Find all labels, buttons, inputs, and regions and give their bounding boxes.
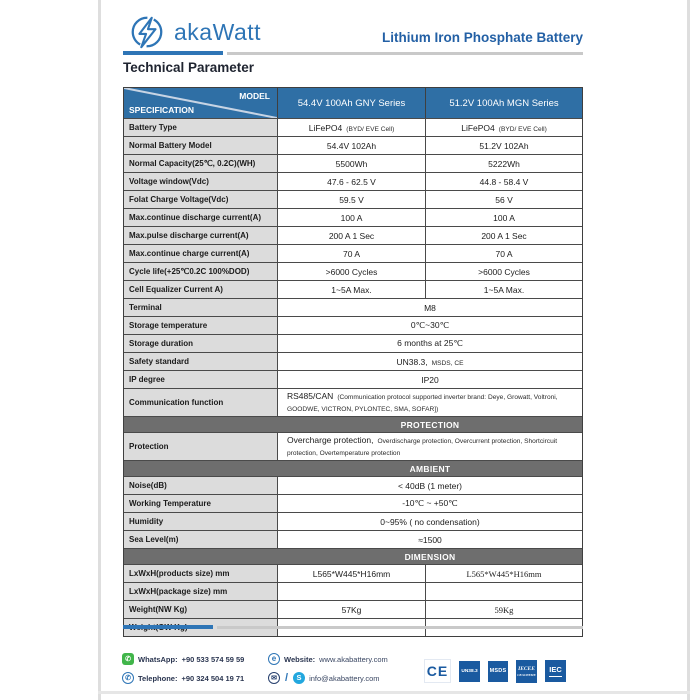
- spec-value: L565*W445*H16mm: [466, 568, 542, 579]
- spec-value-note: (BYD/ EVE Cell): [498, 125, 547, 133]
- spec-row: [124, 476, 582, 494]
- spec-table: [123, 87, 583, 637]
- badge-msds-icon: MSDS: [488, 661, 508, 682]
- badge-un383-icon: UN38.3: [459, 661, 480, 682]
- footer-rule: [123, 625, 583, 629]
- spec-label: Communication function: [124, 389, 278, 416]
- spec-row: [124, 118, 582, 136]
- contact-block: [122, 650, 388, 687]
- spec-value: 70 A: [495, 248, 513, 259]
- spec-value: UN38.3, MSDS, CE: [396, 356, 464, 367]
- spec-value: RS485/CAN (Communication protocol supported inverter brand: Deye, Growatt, Voltroni, GOODWE, VICTRON, PYLONTEC, SMA, SOFAR]): [287, 390, 558, 413]
- whatsapp-number: +90 533 574 59 59: [181, 654, 245, 664]
- spec-value: 5222Wh: [488, 158, 520, 169]
- telephone-icon: ✆: [122, 672, 134, 684]
- spec-label: Max.pulse discharge current(A): [124, 227, 278, 244]
- spec-row: [124, 298, 582, 316]
- spec-row: [124, 316, 582, 334]
- spec-label: Noise(dB): [124, 477, 278, 494]
- model-label: MODEL: [239, 91, 270, 101]
- spec-row: [124, 432, 582, 460]
- spec-value: 54.4V 102Ah: [278, 137, 426, 154]
- badge-ce-icon: CE: [424, 659, 451, 683]
- separator-slash: /: [285, 672, 289, 684]
- spec-label: Terminal: [124, 299, 278, 316]
- spec-value: 200 A 1 Sec: [278, 227, 426, 244]
- spec-label: LxWxH(products size) mm: [124, 565, 278, 582]
- lightning-circle-icon: [128, 13, 166, 51]
- spec-label: Storage duration: [124, 335, 278, 352]
- spec-row: [124, 244, 582, 262]
- spec-label: Humidity: [124, 513, 278, 530]
- spec-value: 0℃~30℃: [410, 320, 450, 330]
- telephone-number: +90 324 504 19 71: [181, 673, 245, 683]
- email-icon: ✉: [268, 672, 280, 684]
- spec-label: Protection: [124, 433, 278, 460]
- spec-value: LiFePO4 (BYD/ EVE Cell): [278, 119, 426, 136]
- telephone-label: Telephone:: [138, 673, 178, 683]
- spec-label: Weight(NW Kg): [124, 601, 278, 618]
- spec-label: Cycle life(+25℃0.2C 100%DOD): [124, 263, 278, 280]
- page-edge-right: [687, 0, 690, 700]
- spec-label: Max.continue discharge current(A): [124, 209, 278, 226]
- spec-value: >6000 Cycles: [478, 266, 530, 277]
- spec-value: [426, 583, 582, 600]
- spec-value: 47.6 - 62.5 V: [278, 173, 426, 190]
- website-icon: e: [268, 653, 280, 665]
- spec-value: 44.8 - 58.4 V: [479, 176, 529, 187]
- spec-label: Folat Charge Voltage(Vdc): [124, 191, 278, 208]
- spec-value: ≈1500: [418, 534, 442, 545]
- section-title: AMBIENT: [409, 463, 451, 474]
- spec-label: Normal Capacity(25℃, 0.2C)(WH): [124, 155, 278, 172]
- spec-row: [124, 494, 582, 512]
- spec-row: [124, 208, 582, 226]
- contact-email: [268, 669, 388, 687]
- header-rule: [123, 51, 583, 55]
- spec-label: Battery Type: [124, 119, 278, 136]
- spec-label: Working Temperature: [124, 495, 278, 512]
- spec-row: [124, 334, 582, 352]
- spec-value: 6 months at 25℃: [397, 338, 463, 348]
- spec-value: < 40dB (1 meter): [397, 480, 462, 491]
- spec-label: Max.continue charge current(A): [124, 245, 278, 262]
- spec-row: [124, 262, 582, 280]
- spec-value: 5500Wh: [278, 155, 426, 172]
- spec-row: [124, 600, 582, 618]
- skype-icon: S: [293, 672, 305, 684]
- spec-label: Voltage window(Vdc): [124, 173, 278, 190]
- spec-value: 59.5 V: [278, 191, 426, 208]
- contact-telephone: [122, 669, 260, 687]
- spec-value: 51.2V 102Ah: [479, 140, 529, 151]
- section-header-ambient: [124, 460, 582, 476]
- section-title: PROTECTION: [400, 419, 460, 430]
- spec-row: [124, 388, 582, 416]
- spec-label: Cell Equalizer Current A): [124, 281, 278, 298]
- email-address[interactable]: info@akabattery.com: [309, 673, 380, 683]
- spec-value: -10℃ ~ +50℃: [402, 498, 458, 508]
- spec-label: IP degree: [124, 371, 278, 388]
- spec-value: 1~5A Max.: [483, 284, 525, 295]
- contact-website: [268, 650, 388, 668]
- spec-row: [124, 564, 582, 582]
- spec-row: [124, 352, 582, 370]
- spec-value: 57Kg: [278, 601, 426, 618]
- spec-value-note: (Communication protocol supported inverter brand: Deye, Growatt, Voltroni, GOODWE, VICTRON, PYLONTEC, SMA, SOFAR]): [287, 393, 558, 413]
- spec-value: 100 A: [493, 212, 515, 223]
- contact-whatsapp: [122, 650, 260, 668]
- brand-logo: [128, 13, 261, 51]
- spec-label: Normal Battery Model: [124, 137, 278, 154]
- spec-label: Sea Level(m): [124, 531, 278, 548]
- corner-cell: [124, 88, 278, 118]
- page-title: Technical Parameter: [123, 60, 255, 75]
- spec-value: L565*W445*H16mm: [278, 565, 426, 582]
- spec-value: 200 A 1 Sec: [481, 230, 527, 241]
- spec-value: 0~95% ( no condensation): [380, 516, 480, 527]
- whatsapp-label: WhatsApp:: [138, 654, 178, 664]
- spec-label: Safety standard: [124, 353, 278, 370]
- whatsapp-icon: ✆: [122, 653, 134, 665]
- spec-value: 70 A: [278, 245, 426, 262]
- column-header-mgn: 51.2V 100Ah MGN Series: [426, 88, 582, 118]
- page-edge-left: [98, 0, 101, 700]
- spec-value-note: (BYD/ EVE Cell): [346, 125, 395, 133]
- page-edge-bottom: [98, 691, 690, 694]
- specification-label: SPECIFICATION: [129, 105, 195, 115]
- spec-label: LxWxH(package size) mm: [124, 583, 278, 600]
- spec-value: [278, 583, 426, 600]
- spec-row: [124, 226, 582, 244]
- badge-iec-icon: IEC: [545, 660, 566, 682]
- spec-row: [124, 154, 582, 172]
- website-url[interactable]: www.akabattery.com: [319, 654, 388, 664]
- spec-value: LiFePO4 (BYD/ EVE Cell): [461, 122, 547, 133]
- spec-value-note: MSDS, CE: [431, 359, 464, 367]
- spec-row: [124, 512, 582, 530]
- product-title: Lithium Iron Phosphate Battery: [381, 30, 583, 45]
- spec-row: [124, 136, 582, 154]
- spec-row: [124, 582, 582, 600]
- section-title: DIMENSION: [404, 551, 456, 562]
- spec-value-note: Overdischarge protection, Overcurrent protection, Shortcircuit protection, Overtemperature protection: [287, 437, 558, 457]
- table-header-row: [124, 88, 582, 118]
- spec-row: [124, 280, 582, 298]
- spec-row: [124, 530, 582, 548]
- spec-label: Storage temperature: [124, 317, 278, 334]
- spec-value: 59Kg: [494, 604, 514, 615]
- spec-value: >6000 Cycles: [278, 263, 426, 280]
- spec-value: 100 A: [278, 209, 426, 226]
- spec-row: [124, 190, 582, 208]
- spec-row: [124, 172, 582, 190]
- website-label: Website:: [284, 654, 316, 664]
- column-header-gny: 54.4V 100Ah GNY Series: [278, 88, 426, 118]
- spec-value: Overcharge protection, Overdischarge protection, Overcurrent protection, Shortcircuit protection, Overtemperature protection: [287, 434, 558, 457]
- section-header-protection: [124, 416, 582, 432]
- brand-name: akaWatt: [174, 18, 262, 45]
- spec-value: 1~5A Max.: [278, 281, 426, 298]
- certification-badges: [424, 659, 566, 683]
- spec-value: 56 V: [495, 194, 513, 205]
- spec-value: IP20: [421, 374, 439, 385]
- spec-row: [124, 370, 582, 388]
- spec-value: M8: [424, 302, 436, 313]
- section-header-dimension: [124, 548, 582, 564]
- badge-iecee-icon: IECEE CB SCHEME: [516, 660, 537, 683]
